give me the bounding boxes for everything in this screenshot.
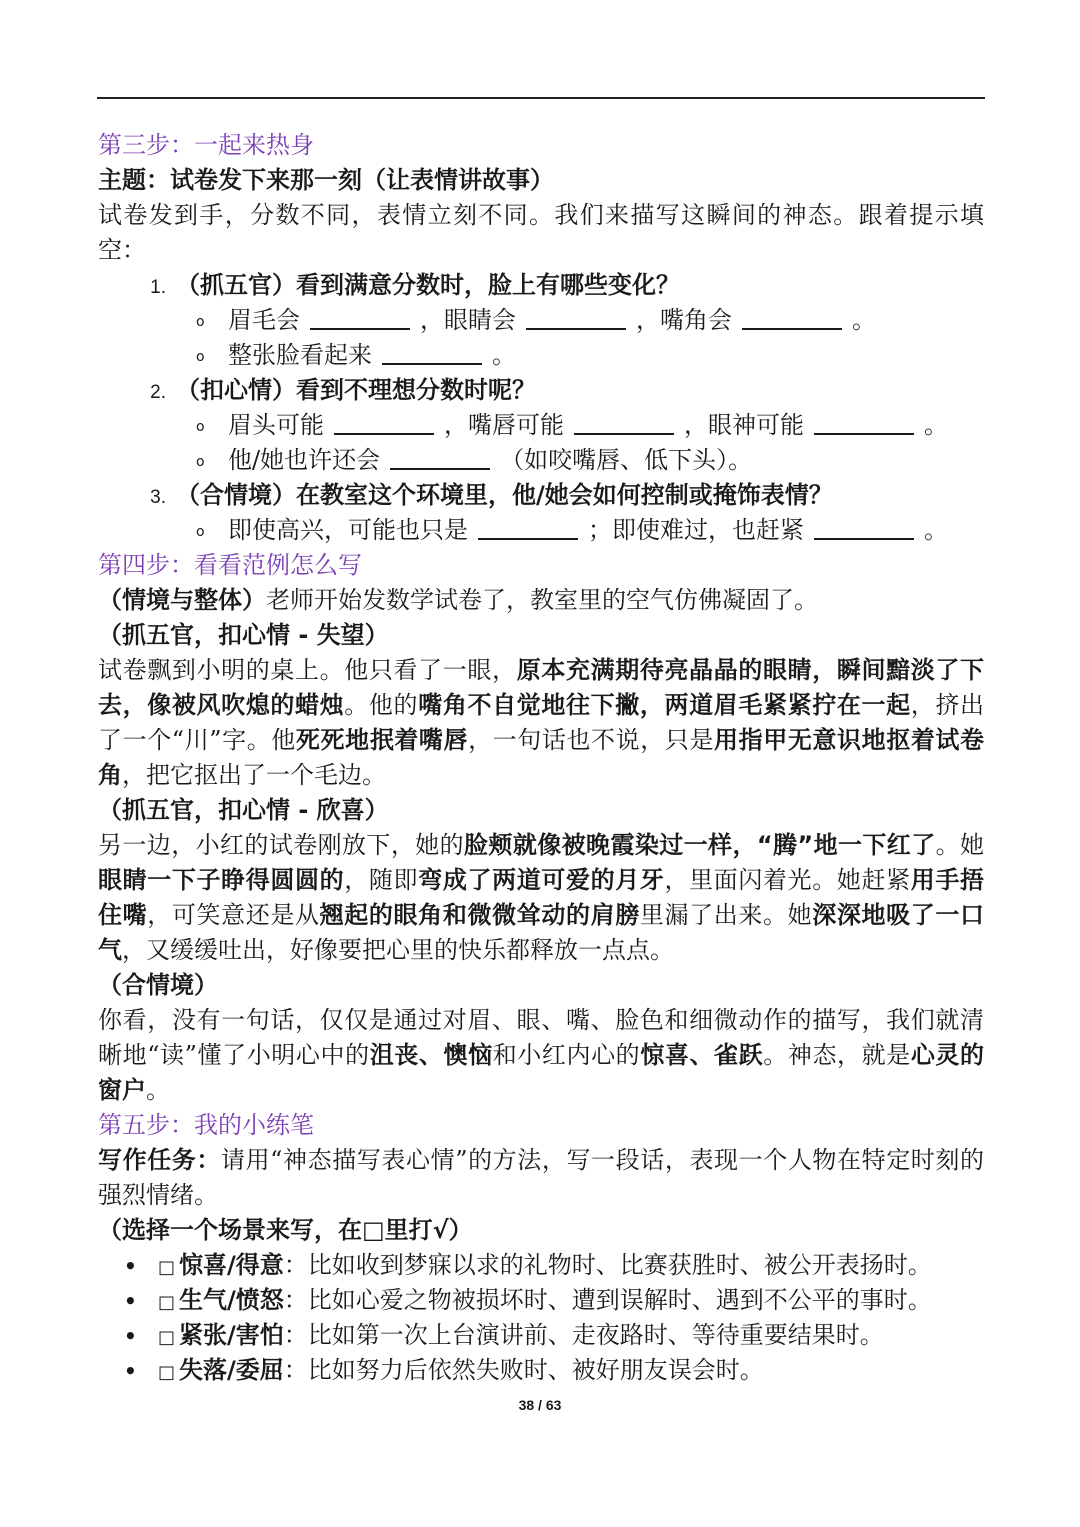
circle-bullet-icon: o bbox=[196, 454, 205, 470]
question-number: 1. bbox=[150, 277, 166, 298]
prompt-text: ，眼睛会 bbox=[420, 306, 516, 334]
paragraph-text: 和小红内心的 bbox=[492, 1041, 641, 1069]
checkbox[interactable]: □ bbox=[158, 1257, 176, 1278]
prompt-text: 整张脸看起来 bbox=[228, 341, 372, 369]
prompt-text: ；即使难过，也赶紧 bbox=[588, 516, 804, 544]
fill-blank[interactable] bbox=[814, 411, 914, 435]
paragraph-text: 。神态，就是 bbox=[763, 1041, 911, 1069]
highlight-text: 用指甲无意识地抠着试卷角 bbox=[98, 726, 985, 789]
option-text: ：比如心爱之物被损坏时、遭到误解时、遇到不公平的事时。 bbox=[283, 1286, 932, 1314]
paragraph-label: （情境与整体） bbox=[98, 586, 266, 614]
question-number: 2. bbox=[150, 382, 166, 403]
paragraph-text: 。他的 bbox=[344, 691, 419, 719]
example-label-joyful: （抓五官，扣心情 - 欣喜） bbox=[98, 796, 389, 824]
circle-bullet-icon: o bbox=[196, 314, 205, 330]
question-text: （扣心情）看到不理想分数时呢？ bbox=[176, 376, 536, 404]
prompt-text: （如咬嘴唇、低下头）。 bbox=[500, 446, 753, 474]
bullet-icon: • bbox=[124, 1359, 137, 1383]
highlight-text: 翘起的眼角和微微耸动的肩膀 bbox=[319, 901, 640, 929]
prompt-text: ，嘴唇可能 bbox=[444, 411, 564, 439]
question-text: （合情境）在教室这个环境里，他/她会如何控制或掩饰表情？ bbox=[176, 481, 833, 509]
option-text: ：比如收到梦寐以求的礼物时、比赛获胜时、被公开表扬时。 bbox=[283, 1251, 932, 1279]
option-text: ：比如第一次上台演讲前、走夜路时、等待重要结果时。 bbox=[283, 1321, 884, 1349]
highlight-text: 死死地抿着嘴唇 bbox=[295, 726, 469, 754]
circle-bullet-icon: o bbox=[196, 419, 205, 435]
writing-task bbox=[98, 1143, 984, 1213]
paragraph-text: 。 bbox=[146, 1076, 170, 1104]
highlight-text: 原本充满期待亮晶晶的眼睛，瞬间黯淡了下去，像被风吹熄的蜡烛 bbox=[98, 656, 985, 719]
bullet-icon: • bbox=[124, 1324, 137, 1348]
option-label: 紧张/害怕 bbox=[179, 1321, 284, 1349]
paragraph-text: ，把它抠出了一个毛边。 bbox=[122, 761, 386, 789]
paragraph-text: ，里面闪着光。她赶紧 bbox=[664, 866, 911, 894]
fill-blank[interactable] bbox=[526, 306, 626, 330]
option-label: 失落/委屈 bbox=[179, 1356, 284, 1384]
paragraph-text: ，又缓缓吐出，好像要把心里的快乐都释放一点点。 bbox=[122, 936, 674, 964]
task-label: 写作任务： bbox=[98, 1146, 221, 1174]
fill-blank[interactable] bbox=[390, 446, 490, 470]
question-2 bbox=[98, 373, 984, 408]
example-paragraph-disappointed bbox=[98, 653, 984, 793]
highlight-text: 用手捂住嘴 bbox=[98, 866, 985, 929]
fill-blank[interactable] bbox=[334, 411, 434, 435]
paragraph-text: 你看，没有一句话，仅仅是通过对眉、眼、嘴、脸色和细微动作的描写，我们就清晰地“读”懂了小明心中的 bbox=[98, 1006, 984, 1069]
scenario-option bbox=[98, 1283, 984, 1318]
question-2-blank-row-b bbox=[98, 443, 984, 478]
bullet-icon: • bbox=[124, 1289, 137, 1313]
fill-blank[interactable] bbox=[742, 306, 842, 330]
highlight-text: 嘴角不自觉地往下撇，两道眉毛紧紧拧在一起 bbox=[418, 691, 911, 719]
highlight-text: 心灵的窗户 bbox=[98, 1041, 985, 1104]
paragraph-text: 另一边，小红的试卷刚放下，她的 bbox=[98, 831, 465, 859]
paragraph-text: 。她 bbox=[935, 831, 985, 859]
question-2-blank-row-a bbox=[98, 408, 984, 443]
prompt-text: ，嘴角会 bbox=[636, 306, 732, 334]
paragraph-text: ，随即 bbox=[344, 866, 419, 894]
paragraph-text: ，挤出了一个“川”字。他 bbox=[98, 691, 985, 754]
checkbox[interactable]: □ bbox=[158, 1292, 176, 1313]
question-3-blank-row-a bbox=[98, 513, 984, 548]
prompt-text: 。 bbox=[492, 341, 516, 369]
paragraph-text: 试卷飘到小明的桌上。他只看了一眼， bbox=[98, 656, 517, 684]
step4-heading: 第四步：看看范例怎么写 bbox=[98, 551, 362, 579]
highlight-text: 惊喜、雀跃 bbox=[640, 1041, 764, 1069]
example-paragraph-joyful bbox=[98, 828, 984, 968]
header-rule bbox=[97, 97, 985, 99]
prompt-text: 眉头可能 bbox=[228, 411, 324, 439]
document-body bbox=[98, 128, 984, 1388]
checkbox[interactable]: □ bbox=[158, 1327, 176, 1348]
highlight-text: 眼睛一下子睁得圆圆的 bbox=[98, 866, 345, 894]
checkbox[interactable]: □ bbox=[158, 1362, 176, 1383]
option-label: 惊喜/得意 bbox=[179, 1251, 284, 1279]
fill-blank[interactable] bbox=[574, 411, 674, 435]
prompt-text: 。 bbox=[852, 306, 876, 334]
question-1 bbox=[98, 268, 984, 303]
prompt-text: 。 bbox=[924, 411, 948, 439]
fill-blank[interactable] bbox=[382, 341, 482, 365]
bullet-icon: • bbox=[124, 1254, 137, 1278]
step3-topic: 主题：试卷发下来那一刻（让表情讲故事） bbox=[98, 166, 554, 194]
fill-blank[interactable] bbox=[478, 516, 578, 540]
paragraph-text: 里漏了出来。她 bbox=[639, 901, 813, 929]
prompt-text: 他/她也许还会 bbox=[228, 446, 381, 474]
step3-intro: 试卷发到手，分数不同，表情立刻不同。我们来描写这瞬间的神态。跟着提示填空： bbox=[98, 201, 984, 264]
paragraph-text: 老师开始发数学试卷了，教室里的空气仿佛凝固了。 bbox=[266, 586, 818, 614]
highlight-text: 脸颊就像被晚霞染过一样，“腾”地一下红了 bbox=[464, 831, 936, 859]
prompt-text: 即使高兴，可能也只是 bbox=[228, 516, 468, 544]
page-number: 38 / 63 bbox=[518, 1397, 562, 1413]
step5-heading: 第五步：我的小练笔 bbox=[98, 1111, 314, 1139]
question-1-blank-row-b bbox=[98, 338, 984, 373]
highlight-text: 沮丧、懊恼 bbox=[369, 1041, 493, 1069]
prompt-text: ，眼神可能 bbox=[684, 411, 804, 439]
task-text: 请用“神态描写表心情”的方法，写一段话，表现一个人物在特定时刻的强烈情绪。 bbox=[98, 1146, 984, 1209]
prompt-text: 。 bbox=[924, 516, 948, 544]
fill-blank[interactable] bbox=[310, 306, 410, 330]
example-label-context: （合情境） bbox=[98, 971, 218, 999]
prompt-text: 眉毛会 bbox=[228, 306, 300, 334]
question-text: （抓五官）看到满意分数时，脸上有哪些变化？ bbox=[176, 271, 680, 299]
option-label: 生气/愤怒 bbox=[179, 1286, 284, 1314]
example-label-disappointed: （抓五官，扣心情 - 失望） bbox=[98, 621, 389, 649]
scenario-option bbox=[98, 1353, 984, 1388]
scenario-option bbox=[98, 1318, 984, 1353]
question-1-blank-row-a bbox=[98, 303, 984, 338]
highlight-text: 弯成了两道可爱的月牙 bbox=[418, 866, 665, 894]
circle-bullet-icon: o bbox=[196, 524, 205, 540]
question-3 bbox=[98, 478, 984, 513]
question-number: 3. bbox=[150, 487, 166, 508]
fill-blank[interactable] bbox=[814, 516, 914, 540]
step3-heading: 第三步：一起来热身 bbox=[98, 131, 314, 159]
paragraph-text: ，一句话也不说，只是 bbox=[468, 726, 715, 754]
highlight-text: 深深地吸了一口气 bbox=[98, 901, 985, 964]
choose-instruction: （选择一个场景来写，在□里打√） bbox=[98, 1216, 473, 1244]
example-paragraph-1 bbox=[98, 583, 984, 618]
paragraph-text: ，可笑意还是从 bbox=[147, 901, 320, 929]
option-text: ：比如努力后依然失败时、被好朋友误会时。 bbox=[283, 1356, 764, 1384]
example-paragraph-summary bbox=[98, 1003, 984, 1108]
scenario-option bbox=[98, 1248, 984, 1283]
circle-bullet-icon: o bbox=[196, 349, 205, 365]
